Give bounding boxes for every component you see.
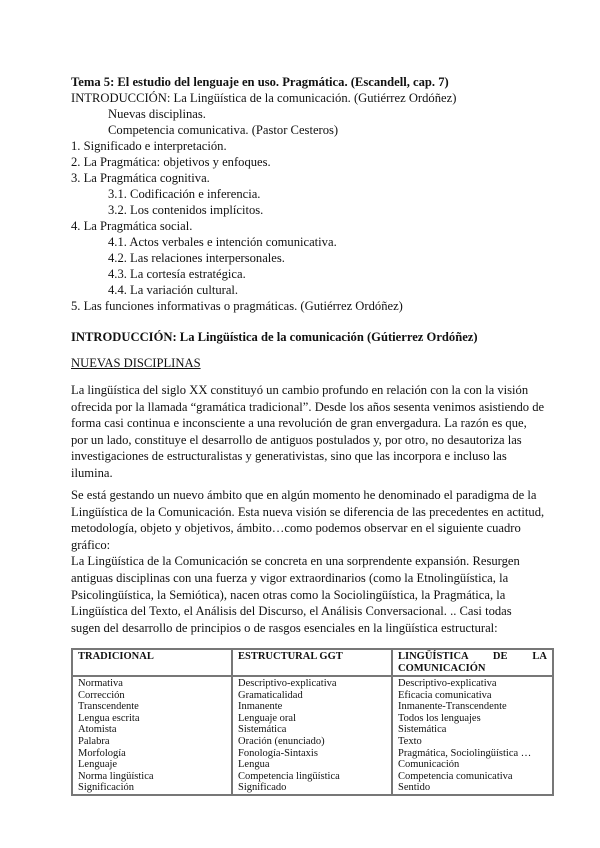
paragraph-2	[71, 487, 551, 636]
paragraph-line: Lingüística del Texto, el Análisis del Discurso, el Análisis Conversacional. .. Casi todas	[71, 604, 512, 619]
toc-item: Competencia comunicativa. (Pastor Cesteros)	[108, 123, 339, 137]
paragraph-line: sugen del desarrollo de principios o de rasgos esenciales en la lingüística estructural:	[71, 620, 498, 635]
table-cell: Inmanente-Transcendente	[398, 701, 507, 713]
paragraph-line: La Lingüística de la Comunicación se concreta en una sorprendente expansión. Resurgen	[71, 554, 520, 569]
table-header: TRADICIONAL	[72, 649, 232, 676]
paragraph-line: por un lado, constituye el desarrollo de antiguos postulados y, por otro, no desautoriza las	[71, 432, 522, 447]
toc-item: 1. Significado e interpretación.	[71, 139, 227, 153]
paragraph-line: investigaciones de estructuralistas y generativistas, sino que las incorpora e incluso las	[71, 449, 507, 464]
table-cell: Atomista	[78, 724, 117, 736]
toc-item: INTRODUCCIÓN: La Lingüística de la comunicación. (Gutiérrez Ordóñez)	[71, 91, 457, 105]
table-cell: Texto	[398, 735, 422, 747]
paragraph-line: Se está gestando un nuevo ámbito que en algún momento he denominado el paradigma de la	[71, 488, 537, 502]
table-cell: Lengua	[238, 759, 270, 771]
table-header: ESTRUCTURAL GGT	[232, 649, 392, 676]
paragraph-line: forma casi continua e inconsciente a una revolución de gran envergadura. La razón es que,	[71, 416, 527, 431]
table-cell: Descriptivo-explicativa	[238, 678, 337, 689]
table-cell: Lenguaje oral	[238, 712, 297, 724]
table-cell: Competencia lingüística	[238, 770, 340, 782]
toc-item: 3.2. Los contenidos implícitos.	[108, 203, 264, 217]
table-cell: Pragmática, Sociolingüística …	[398, 747, 532, 759]
toc-item: 4.1. Actos verbales e intención comunicativa.	[108, 235, 337, 249]
table-cell: Sistemática	[398, 724, 447, 736]
toc-item: 4.4. La variación cultural.	[108, 283, 239, 297]
table-cell: Todos los lenguajes	[398, 712, 481, 724]
subheading: NUEVAS DISCIPLINAS	[71, 356, 201, 370]
section-heading: INTRODUCCIÓN: La Lingüística de la comunicación (Gútierrez Ordóñez)	[71, 330, 478, 344]
table-column	[232, 676, 392, 795]
table-cell: Significación	[78, 782, 134, 794]
table-cell: Lengua escrita	[78, 712, 140, 724]
table-cell: Descriptivo-explicativa	[398, 678, 497, 689]
table-cell: Comunicación	[398, 759, 460, 771]
table-cell: Transcendente	[78, 701, 139, 713]
paragraph-1	[71, 382, 551, 482]
table-cell: Eficacia comunicativa	[398, 689, 492, 701]
table-cell: Corrección	[78, 689, 125, 701]
table-cell: Sistemática	[238, 724, 287, 736]
toc-item: 4. La Pragmática social.	[71, 219, 193, 233]
paragraph-line: ilumina.	[71, 465, 113, 480]
toc-item: 3. La Pragmática cognitiva.	[71, 171, 210, 185]
table-cell: Lenguaje	[78, 759, 118, 771]
toc-item: 4.3. La cortesía estratégica.	[108, 267, 246, 281]
table-cell: Sentido	[398, 782, 431, 794]
document-title: Tema 5: El estudio del lenguaje en uso. Pragmática. (Escandell, cap. 7)	[71, 75, 449, 89]
toc-item: 5. Las funciones informativas o pragmáticas. (Gutiérrez Ordóñez)	[71, 299, 403, 313]
table-cell: Gramaticalidad	[238, 689, 303, 701]
table-cell: Norma lingüística	[78, 770, 154, 782]
table-cell: Significado	[238, 782, 287, 794]
paragraph-line: ofrecida por la llamada “gramática tradicional”. Desde los años sesenta venimos asistiendo de	[71, 399, 545, 414]
table-cell: Fonología-Sintaxis	[238, 747, 318, 759]
table-cell: Oración (enunciado)	[238, 735, 325, 747]
table-cell: Inmanente	[238, 701, 283, 713]
paragraph-line: La lingüística del siglo XX constituyó un cambio profundo en relación con la con la visión	[71, 383, 529, 397]
comparison-table	[71, 648, 554, 796]
toc-item: 3.1. Codificación e inferencia.	[108, 187, 261, 201]
paragraph-line: gráfico:	[71, 537, 111, 552]
paragraph-line: Psicolingüística, la Semiótica), nacen otras como la Sociolingüística, la Pragmática, la	[71, 587, 506, 602]
table-column	[392, 676, 553, 795]
paragraph-line: Lingüística de la Comunicación. Esta nueva visión se diferencia de las precedentes en actitud,	[71, 504, 545, 519]
paragraph-line: antiguas disciplinas con una fuerza y vigor extraordinarios (como la Etnolingüística, la	[71, 570, 509, 585]
toc-item: 2. La Pragmática: objetivos y enfoques.	[71, 155, 271, 169]
table-cell: Palabra	[78, 735, 110, 747]
table-cell: Competencia comunicativa	[398, 770, 513, 782]
toc-item: 4.2. Las relaciones interpersonales.	[108, 251, 285, 265]
toc-item: Nuevas disciplinas.	[108, 107, 206, 121]
paragraph-line: metodología, objeto y objetivos, ámbito…como podemos observar en el siguiente cuadro	[71, 521, 521, 536]
table-of-contents	[71, 90, 551, 314]
table-cell: Normativa	[78, 678, 123, 689]
table-cell: Morfología	[78, 747, 126, 759]
table-header: LINGÜÍSTICA DE LA COMUNICACIÓN	[392, 649, 553, 676]
table-column	[72, 676, 232, 795]
document-header	[71, 74, 551, 314]
